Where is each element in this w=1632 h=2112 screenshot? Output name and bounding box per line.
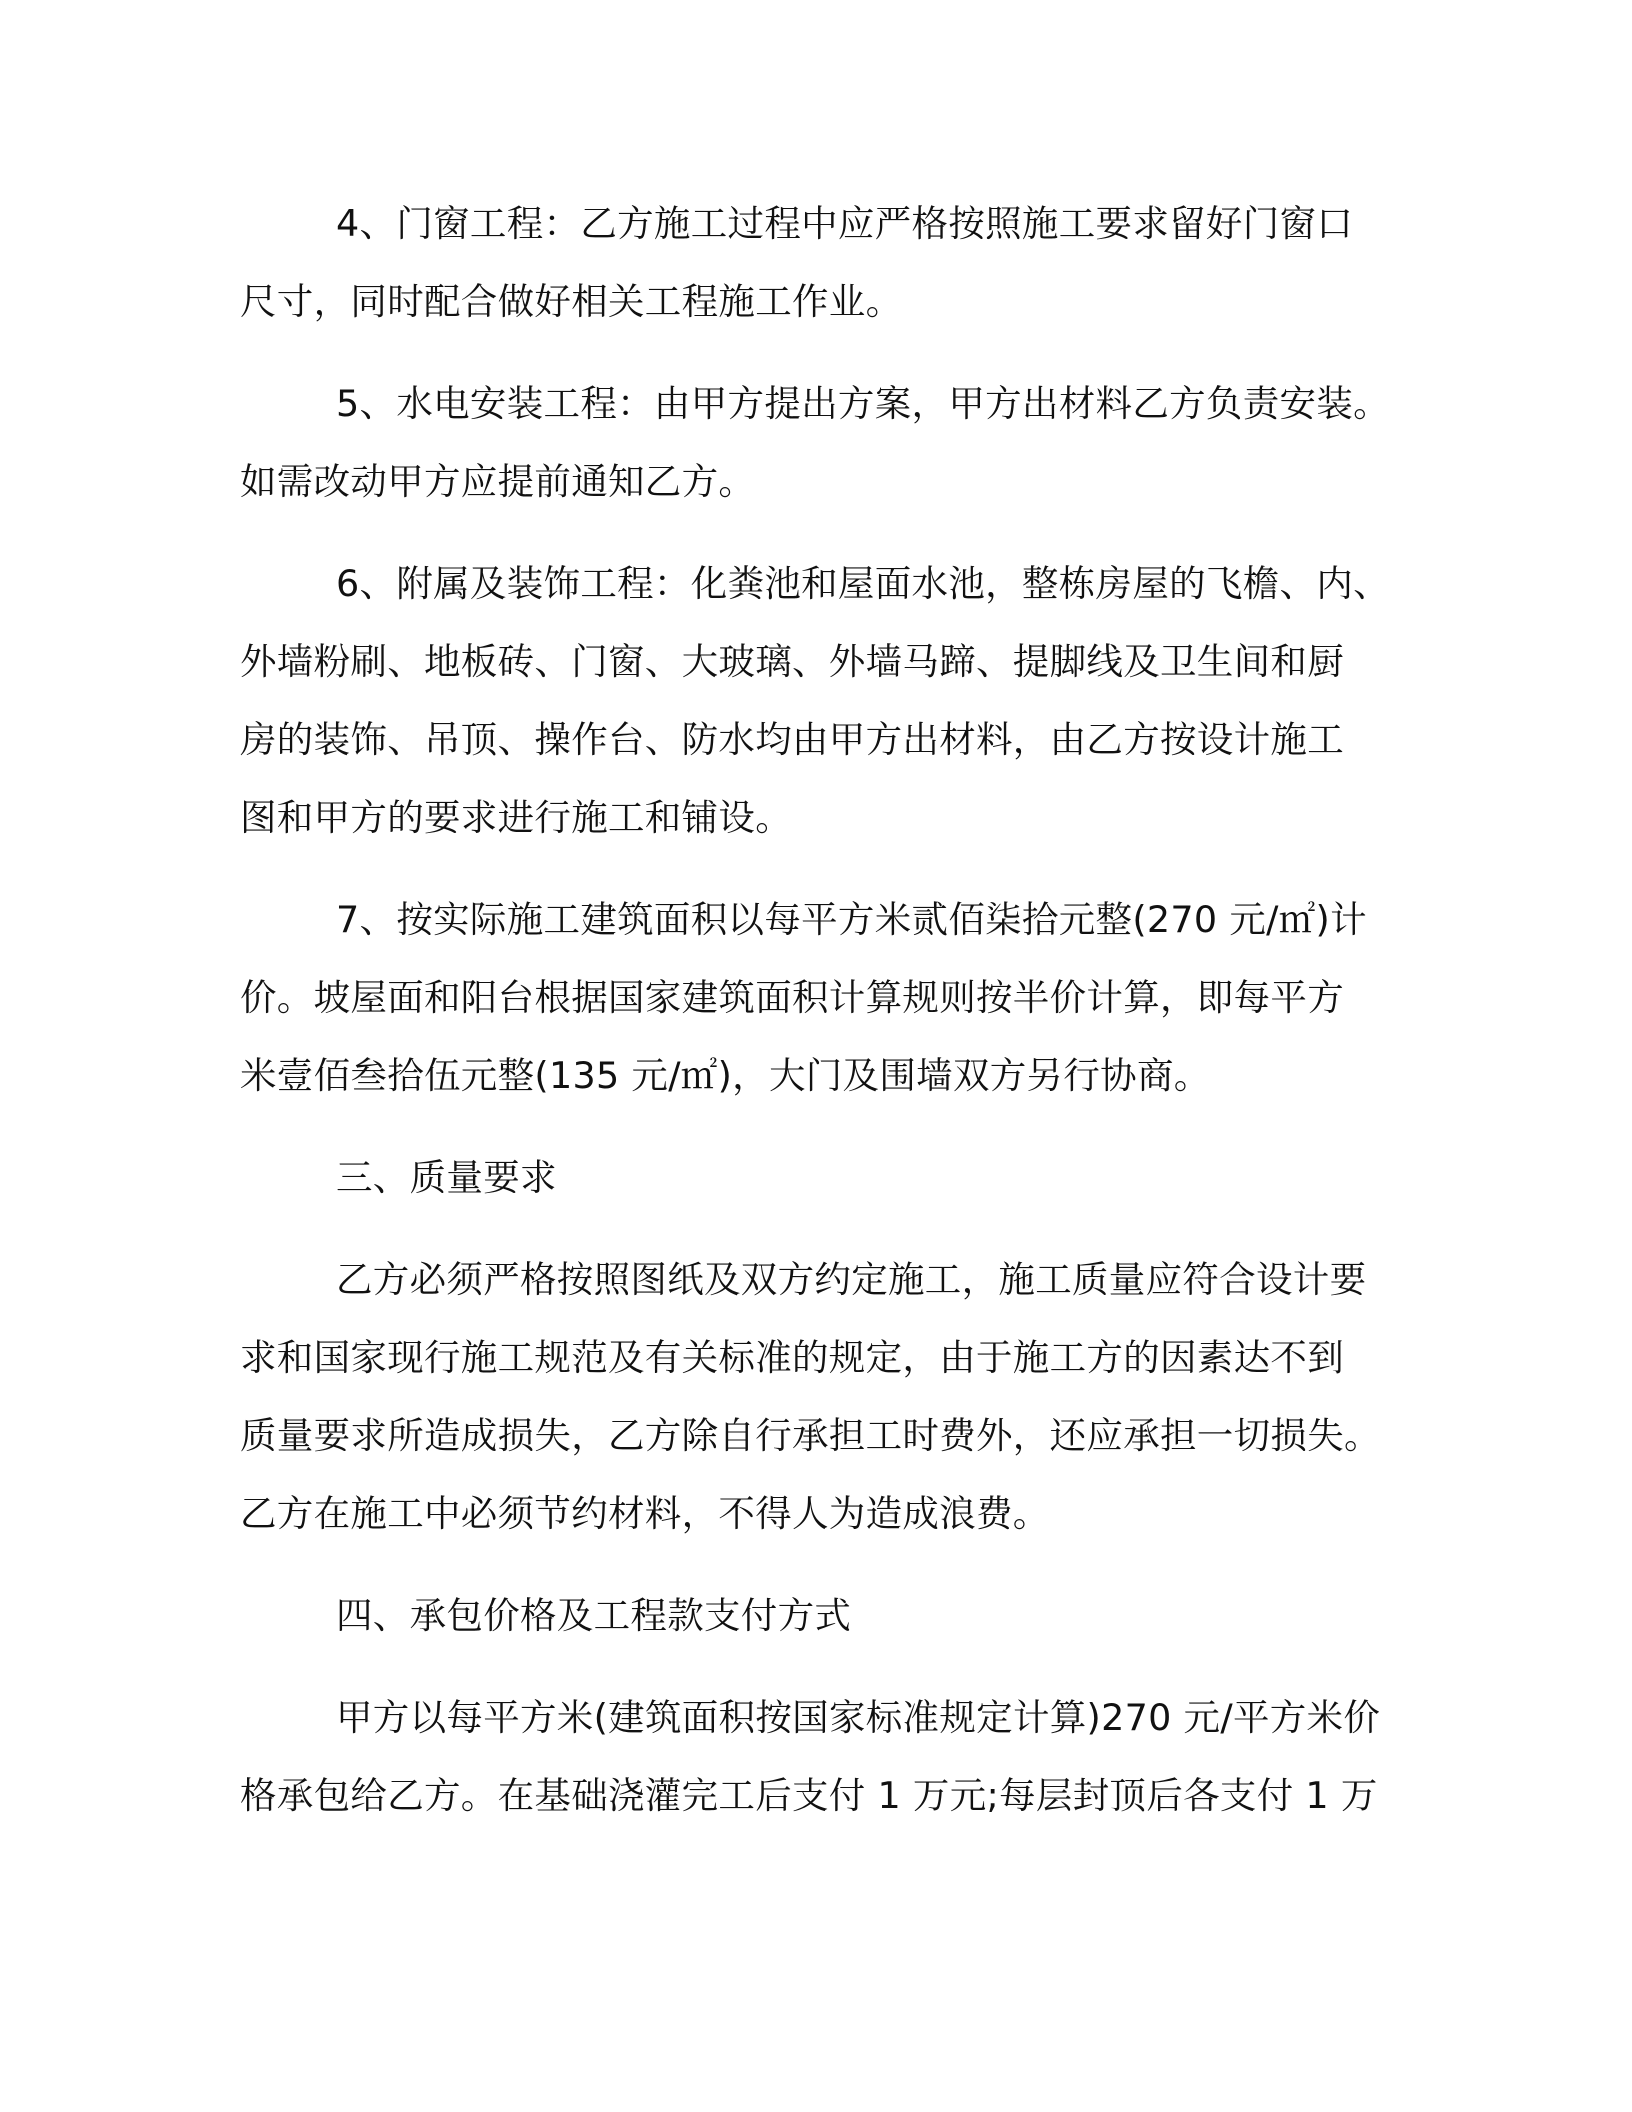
- text-line: 乙方必须严格按照图纸及双方约定施工，施工质量应符合设计要: [336, 1258, 1367, 1301]
- text-line: 房的装饰、吊顶、操作台、防水均由甲方出材料，由乙方按设计施工: [240, 718, 1344, 761]
- paragraph-pricing-area: [240, 881, 1400, 1115]
- text-line: 图和甲方的要求进行施工和铺设。: [240, 796, 792, 839]
- text-line: 6、附属及装饰工程：化粪池和屋面水池，整栋房屋的飞檐、内、: [336, 562, 1390, 605]
- text-line: 如需改动甲方应提前通知乙方。: [240, 460, 756, 503]
- text-line: 乙方在施工中必须节约材料，不得人为造成浪费。: [240, 1492, 1050, 1535]
- text-line: 4、门窗工程：乙方施工过程中应严格按照施工要求留好门窗口: [336, 202, 1354, 245]
- text-line: 格承包给乙方。在基础浇灌完工后支付 1 万元;每层封顶后各支付 1 万: [240, 1774, 1378, 1817]
- paragraph-doors-windows: [240, 185, 1400, 341]
- document-body: [240, 185, 1400, 1835]
- text-line: 5、水电安装工程：由甲方提出方案，甲方出材料乙方负责安装。: [336, 382, 1390, 425]
- paragraph-quality-requirements: [240, 1241, 1400, 1553]
- text-line: 求和国家现行施工规范及有关标准的规定，由于施工方的因素达不到: [240, 1336, 1344, 1379]
- text-line: 质量要求所造成损失，乙方除自行承担工时费外，还应承担一切损失。: [240, 1414, 1381, 1457]
- paragraph-ancillary-decoration: [240, 545, 1400, 857]
- section-heading-quality: 三、质量要求: [336, 1156, 557, 1199]
- text-line: 米壹佰叁拾伍元整(135 元/㎡)，大门及围墙双方另行协商。: [240, 1054, 1211, 1097]
- text-line: 价。坡屋面和阳台根据国家建筑面积计算规则按半价计算，即每平方: [240, 976, 1344, 1019]
- text-line: 尺寸，同时配合做好相关工程施工作业。: [240, 280, 903, 323]
- text-line: 甲方以每平方米(建筑面积按国家标准规定计算)270 元/平方米价: [336, 1696, 1381, 1739]
- section-heading-payment: 四、承包价格及工程款支付方式: [336, 1594, 852, 1637]
- text-line: 外墙粉刷、地板砖、门窗、大玻璃、外墙马蹄、提脚线及卫生间和厨: [240, 640, 1344, 683]
- paragraph-payment-terms: [240, 1679, 1400, 1835]
- paragraph-plumbing-electrical: [240, 365, 1400, 521]
- text-line: 7、按实际施工建筑面积以每平方米贰佰柒拾元整(270 元/㎡)计: [336, 898, 1367, 941]
